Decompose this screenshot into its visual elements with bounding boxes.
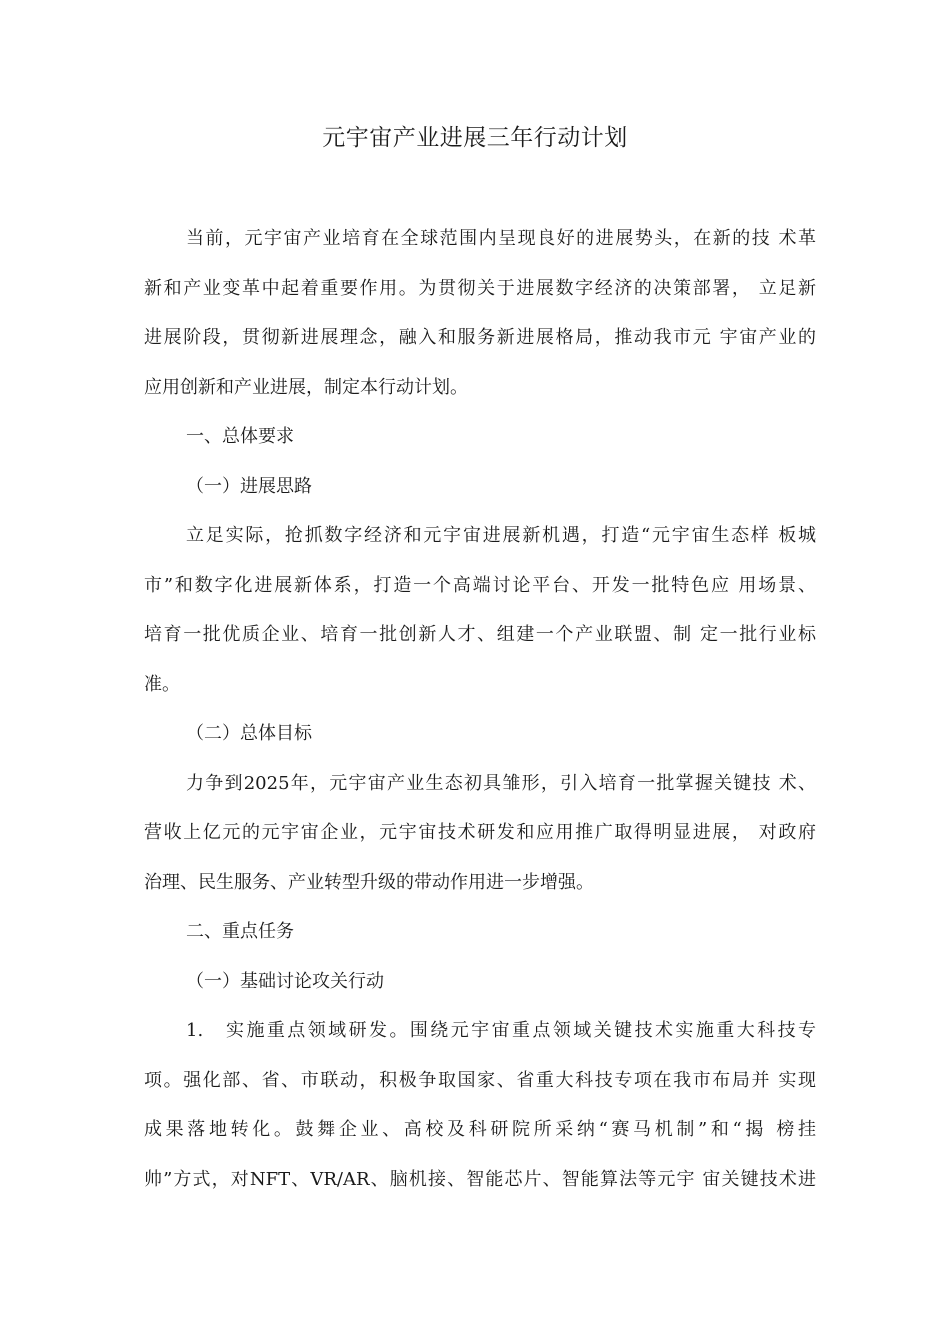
paragraph-task1-line-2: 项。强化部、省、市联动，积极争取国家、省重大科技专项在我市布局并 实现 — [144, 1069, 816, 1091]
paragraph-intro-line-1: 当前，元宇宙产业培育在全球范围内呈现良好的进展势头，在新的技 术革 — [186, 228, 816, 249]
paragraph-ideas-line-1: 立足实际，抢抓数字经济和元宇宙进展新机遇，打造“元宇宙生态样 板城 — [186, 525, 816, 546]
section-heading-1: 一、总体要求 — [186, 426, 294, 447]
paragraph-goals-line-3: 治理、民生服务、产业转型升级的带动作用进一步增强。 — [144, 871, 594, 893]
document-body — [144, 221, 816, 1211]
document-title: 元宇宙产业进展三年行动计划 — [322, 125, 628, 151]
paragraph-intro-line-2: 新和产业变革中起着重要作用。为贯彻关于进展数字经济的决策部署， 立足新 — [144, 277, 816, 299]
paragraph-task1-line-4: 帅”方式，对NFT、VR/AR、脑机接、智能芯片、智能算法等元宇 宙关键技术进 — [144, 1168, 816, 1190]
paragraph-goals-line-1: 力争到2025年，元宇宙产业生态初具雏形，引入培育一批掌握关键技 术、 — [186, 772, 816, 794]
paragraph-intro-line-3: 进展阶段，贯彻新进展理念，融入和服务新进展格局，推动我市元 宇宙产业的 — [144, 327, 816, 348]
section-heading-2: 二、重点任务 — [186, 921, 294, 942]
paragraph-goals-line-2: 营收上亿元的元宇宙企业，元宇宙技术研发和应用推广取得明显进展， 对政府 — [144, 822, 816, 843]
subsection-heading-1-2: （二）总体目标 — [186, 723, 312, 744]
paragraph-task1-line-3: 成果落地转化。鼓舞企业、高校及科研院所采纳“赛马机制”和“揭 榜挂 — [144, 1119, 816, 1140]
paragraph-ideas-line-2: 市”和数字化进展新体系，打造一个高端讨论平台、开发一批特色应 用场景、 — [144, 574, 816, 596]
subsection-heading-2-1: （一）基础讨论攻关行动 — [186, 970, 384, 992]
subsection-heading-1-1: （一）进展思路 — [186, 475, 312, 497]
paragraph-task1-line-1: 1. 实施重点领域研发。围绕元宇宙重点领域关键技术实施重大科技专 — [186, 1020, 816, 1041]
paragraph-ideas-line-4: 准。 — [144, 673, 180, 695]
paragraph-intro-line-4: 应用创新和产业进展，制定本行动计划。 — [144, 376, 468, 398]
paragraph-ideas-line-3: 培育一批优质企业、培育一批创新人才、组建一个产业联盟、制 定一批行业标 — [144, 624, 816, 645]
